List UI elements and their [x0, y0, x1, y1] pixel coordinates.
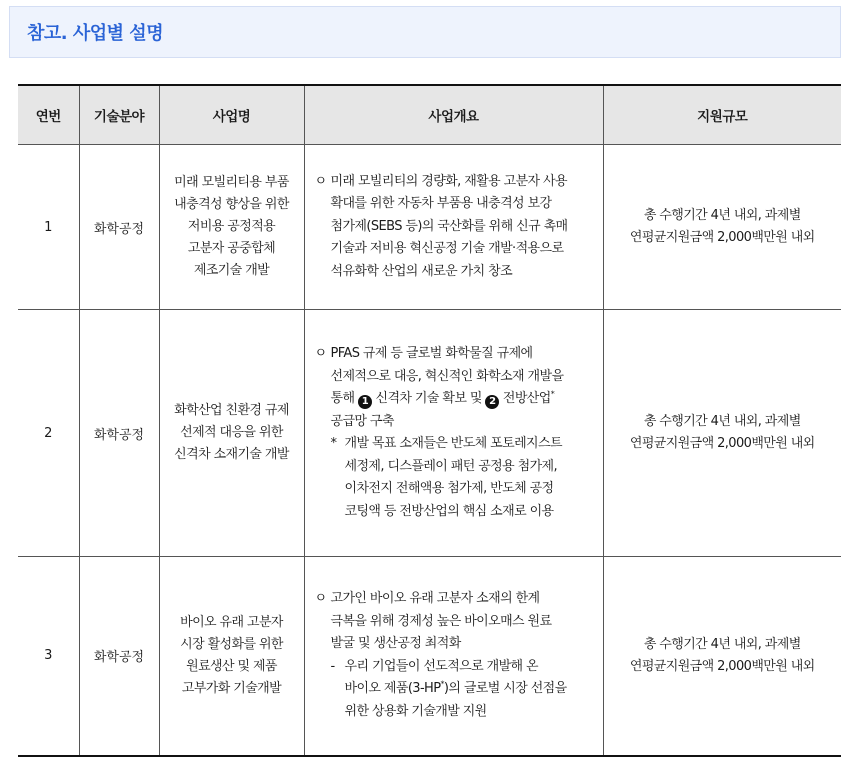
row-no: 1 — [18, 145, 79, 310]
row-field: 화학공정 — [79, 145, 159, 310]
summary-bullet — [315, 171, 595, 284]
note-line: 코팅액 등 전방산업의 핵심 소재로 이용 — [344, 503, 554, 519]
bullet-mark: ㅇ — [314, 346, 327, 361]
footnote-marker: * — [550, 389, 555, 399]
summary-line — [331, 388, 595, 411]
name-line: 신격차 소재기술 개발 — [174, 447, 289, 462]
name-line: 내충격성 향상을 위한 — [174, 197, 289, 212]
table-row — [18, 145, 841, 310]
name-line: 바이오 유래 고분자 — [180, 614, 283, 630]
name-line: 고분자 공중합체 — [187, 241, 276, 256]
scale-line: 총 수행기간 4년 내외, 과제별 — [643, 414, 801, 429]
table-header-row — [18, 85, 841, 145]
row-field: 화학공정 — [79, 557, 159, 756]
name-line: 화학산업 친환경 규제 — [174, 403, 289, 418]
summary-line: 첨가제(SEBS 등)의 국산화를 위해 신규 촉매 — [330, 218, 568, 234]
summary-line: 고가인 바이오 유래 고분자 소재의 한계 — [330, 591, 540, 607]
header-summary: 사업개요 — [304, 85, 603, 145]
summary-line: 공급망 구축 — [330, 413, 394, 429]
row-no: 2 — [18, 310, 79, 557]
sub-text: )의 글로벌 시장 선점을 — [443, 681, 567, 697]
summary-line: 확대를 위한 자동차 부품용 내충격성 보강 — [330, 196, 552, 212]
summary-line: PFAS 규제 등 글로벌 화학물질 규제에 — [330, 346, 533, 361]
summary-line: 미래 모빌리티의 경량화, 재활용 고분자 사용 — [330, 173, 567, 189]
summary-line: 선제적으로 대응, 혁신적인 화학소재 개발을 — [330, 368, 564, 384]
header-name: 사업명 — [159, 85, 304, 145]
name-line: 미래 모빌리티용 부품 — [174, 175, 289, 190]
header-scale: 지원규모 — [603, 85, 841, 145]
row-summary — [304, 310, 603, 557]
footnote-marker: * — [440, 679, 444, 689]
table-row — [18, 557, 841, 756]
scale-line: 연평균지원금액 2,000백만원 내외 — [629, 436, 815, 451]
row-support-scale — [603, 310, 841, 557]
note-mark: * — [330, 436, 337, 451]
summary-text: 전방산업 — [502, 391, 551, 406]
name-line: 선제적 대응을 위한 — [180, 425, 283, 440]
bullet-mark: ㅇ — [314, 173, 327, 189]
row-support-scale — [603, 557, 841, 756]
table-row — [18, 310, 841, 557]
summary-sub-bullet — [331, 656, 595, 724]
row-field: 화학공정 — [79, 310, 159, 557]
sub-text: 바이오 제품(3-HP — [344, 681, 441, 697]
row-summary — [304, 145, 603, 310]
sub-line — [345, 678, 595, 701]
header-field: 기술분야 — [79, 85, 159, 145]
scale-line: 연평균지원금액 2,000백만원 내외 — [629, 658, 815, 674]
note-line: 개발 목표 소재들은 반도체 포토레지스트 — [344, 436, 562, 451]
section-title: 참고. 사업별 설명 — [27, 23, 164, 44]
row-no: 3 — [18, 557, 79, 756]
scale-line: 총 수행기간 4년 내외, 과제별 — [643, 208, 801, 223]
circled-number-1-icon: 1 — [358, 395, 372, 409]
row-project-name — [159, 145, 304, 310]
name-line: 시장 활성화를 위한 — [180, 636, 283, 652]
header-no: 연번 — [18, 85, 79, 145]
row-summary — [304, 557, 603, 756]
scale-line: 총 수행기간 4년 내외, 과제별 — [643, 636, 801, 652]
sub-line: 위한 상용화 기술개발 지원 — [344, 703, 487, 719]
sub-bullet-mark: - — [330, 658, 335, 674]
sub-line: 우리 기업들이 선도적으로 개발해 온 — [344, 658, 538, 674]
row-support-scale — [603, 145, 841, 310]
summary-bullet — [315, 588, 595, 656]
note-line: 이차전지 전해액용 첨가제, 반도체 공정 — [344, 481, 554, 496]
summary-line: 발굴 및 생산공정 최적화 — [330, 636, 461, 652]
row-project-name — [159, 310, 304, 557]
summary-text: 신격차 기술 확보 및 — [375, 391, 482, 406]
bullet-mark: ㅇ — [314, 591, 327, 607]
name-line: 저비용 공정적용 — [187, 219, 276, 234]
name-line: 고부가화 기술개발 — [181, 680, 282, 696]
summary-bullet — [315, 343, 595, 433]
note-line: 세정제, 디스플레이 패턴 공정용 첨가제, — [344, 458, 558, 474]
summary-note — [331, 433, 595, 523]
summary-line: 기술과 저비용 혁신공정 기술 개발·적용으로 — [330, 241, 564, 257]
summary-line: 석유화학 산업의 새로운 가치 창조 — [330, 263, 513, 279]
name-line: 제조기술 개발 — [193, 263, 270, 278]
summary-line: 극복을 위해 경제성 높은 바이오매스 원료 — [330, 613, 552, 629]
circled-number-2-icon: 2 — [485, 395, 499, 409]
row-project-name — [159, 557, 304, 756]
name-line: 원료생산 및 제품 — [186, 658, 277, 674]
section-title-bar — [9, 6, 841, 58]
business-table — [18, 84, 841, 757]
summary-text: 통해 — [330, 391, 355, 406]
scale-line: 연평균지원금액 2,000백만원 내외 — [629, 230, 815, 245]
